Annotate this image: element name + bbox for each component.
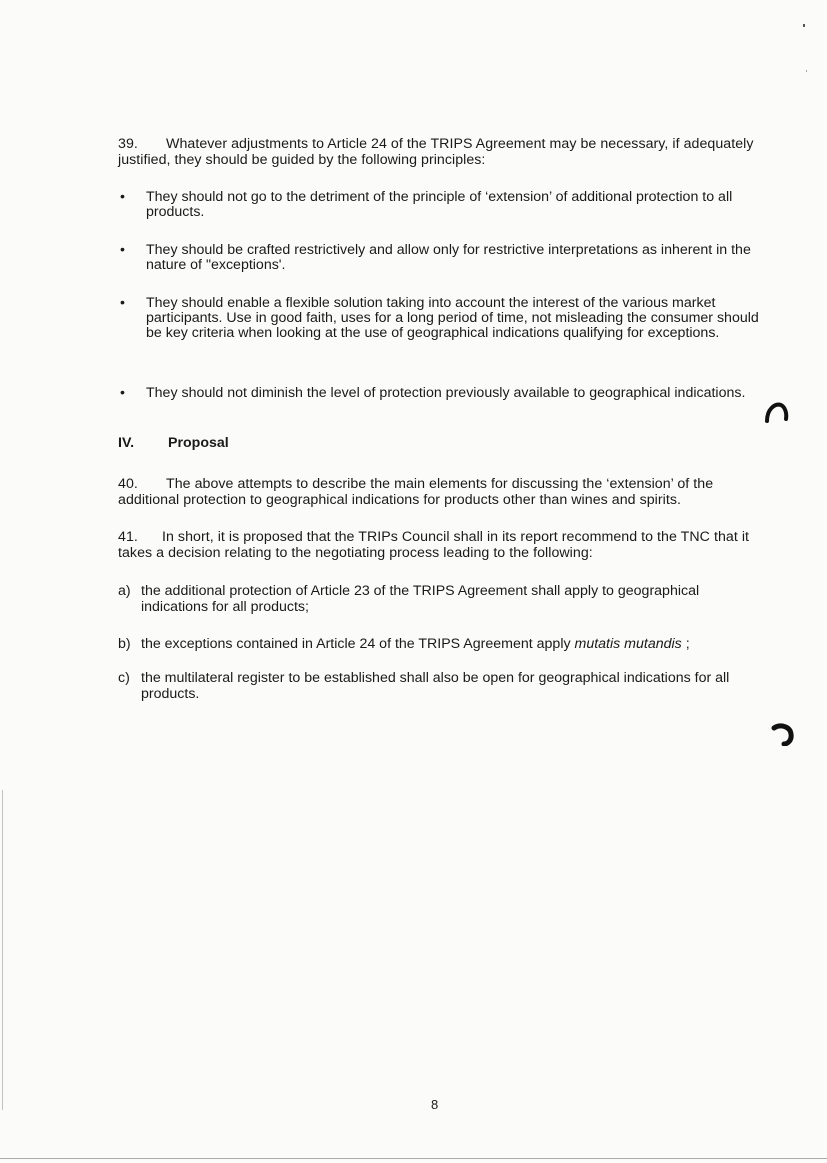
section-heading — [118, 435, 229, 451]
list-text: the multilateral register to be established shall also be open for geographical indications for all products. — [141, 670, 730, 702]
bullet-text: They should not diminish the level of protection previously available to geographical indications. — [146, 385, 746, 401]
list-text — [141, 636, 768, 652]
paragraph-39 — [118, 136, 768, 168]
scan-speck — [803, 24, 805, 27]
paragraph-text: The above attempts to describe the main elements for discussing the ‘extension’ of the additional protection to geographical indications for products other than wines and spirits. — [118, 476, 714, 508]
list-text-end: ; — [681, 636, 690, 652]
bullet-text: They should not go to the detriment of the principle of ‘extension’ of additional protection to all products. — [146, 189, 733, 220]
bullet-text: They should be crafted restrictively and allow only for restrictive interpretations as inherent in the nature of "exceptions'. — [146, 242, 751, 273]
bullet-marker: • — [120, 242, 125, 258]
bullet-marker: • — [120, 189, 125, 205]
list-marker: a) — [118, 583, 131, 599]
paragraph-41 — [118, 529, 768, 561]
scan-edge-line — [0, 1158, 827, 1159]
paragraph-number: 39. — [118, 136, 138, 152]
paragraph-text: In short, it is proposed that the TRIPs Council shall in its report recommend to the TNC that it takes a decision relating to the negotiating process leading to the following: — [118, 529, 750, 561]
scan-edge-line — [2, 790, 3, 1110]
list-text: the additional protection of Article 23 of the TRIPS Agreement shall apply to geographical indications for all products; — [141, 583, 700, 615]
punch-hole-mark — [770, 722, 796, 746]
list-text-main: the exceptions contained in Article 24 of the TRIPS Agreement apply — [141, 636, 575, 652]
bullet-text: They should enable a flexible solution taking into account the interest of the various market participants. Use in good faith, uses for a long period of time, not misleading the consumer should be key criteria when looking at the use of geographical indications qualifying for exceptions. — [146, 295, 759, 341]
list-marker: b) — [118, 636, 131, 652]
section-number: IV. — [118, 435, 135, 451]
paragraph-number: 41. — [118, 529, 138, 545]
bullet-marker: • — [120, 295, 125, 311]
bullet-marker: • — [120, 385, 125, 401]
scan-speck — [806, 70, 807, 72]
latin-phrase: mutatis mutandis — [574, 636, 682, 652]
paragraph-text: Whatever adjustments to Article 24 of the TRIPS Agreement may be necessary, if adequately justified, they should be guided by the following principles: — [118, 136, 754, 168]
punch-hole-mark — [765, 401, 789, 423]
section-title: Proposal — [168, 435, 229, 451]
list-marker: c) — [118, 670, 130, 686]
paragraph-40 — [118, 476, 768, 508]
paragraph-number: 40. — [118, 476, 138, 492]
page-number: 8 — [431, 1097, 439, 1112]
